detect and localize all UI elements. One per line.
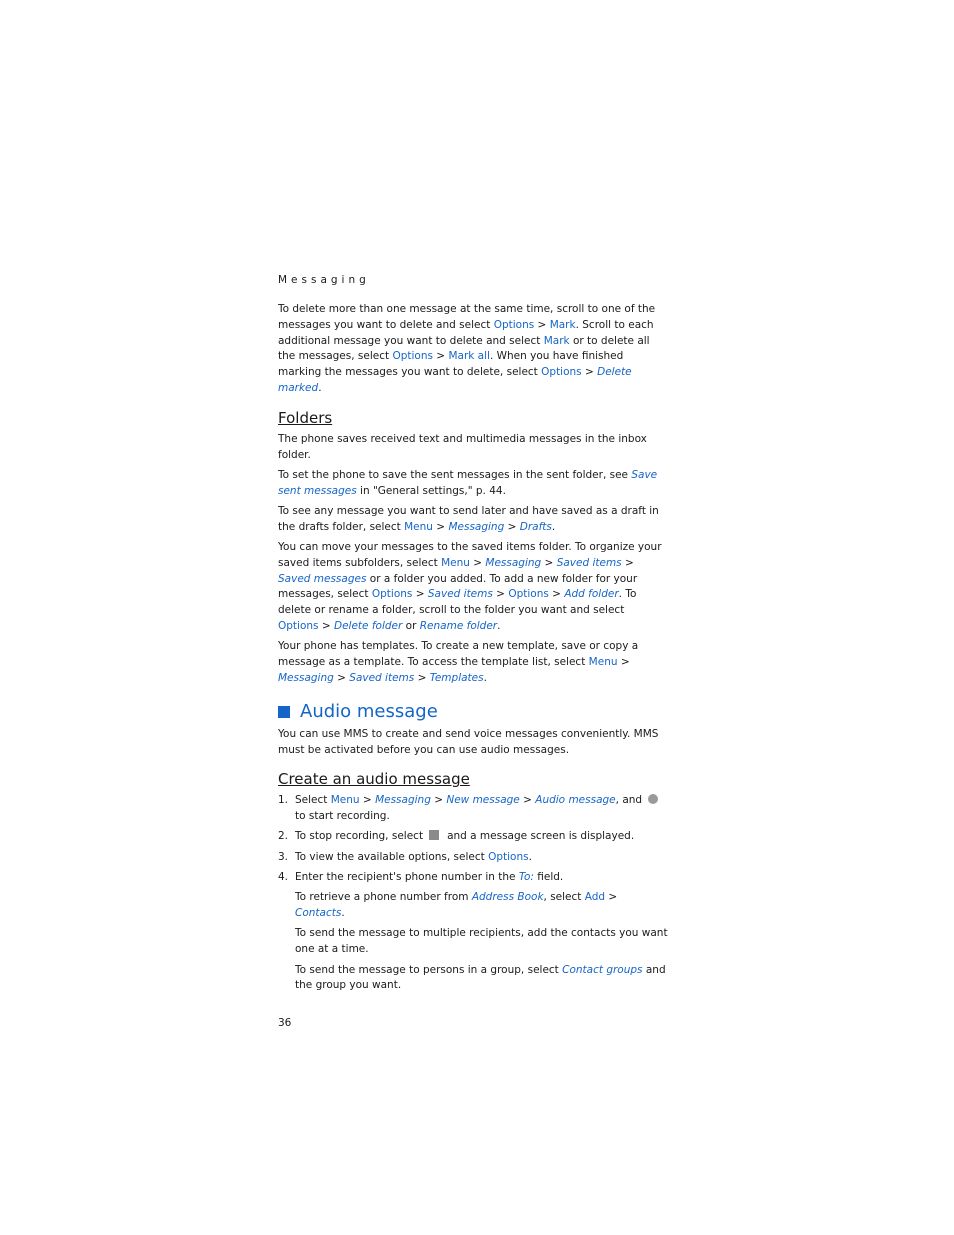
sep: > (492, 588, 509, 601)
text: You can move your messages to the saved items folder. To organize your saved items subfolders, select (278, 541, 662, 569)
sep: > (548, 588, 565, 601)
text: to start recording. (295, 810, 390, 823)
folders-paragraph-3 (278, 504, 668, 536)
sep: > (504, 520, 520, 533)
folders-heading: Folders (278, 408, 333, 427)
folders-paragraph-1: The phone saves received text and multimedia messages in the inbox folder. (278, 432, 647, 461)
text: To set the phone to save the sent messages in the sent folder, see (278, 468, 632, 481)
document-page (278, 272, 668, 1031)
add-folder-link: Add folder (564, 588, 619, 601)
text: Select (295, 794, 331, 807)
page-number: 36 (278, 1017, 292, 1030)
step4-note-1 (278, 890, 668, 922)
step-number: 4. (278, 871, 289, 884)
sep: > (333, 671, 350, 684)
sep: > (414, 671, 430, 684)
new-message-link: New message (446, 794, 520, 807)
text: , select (543, 891, 585, 904)
add-keyword: Add (584, 891, 606, 904)
sep: > (605, 891, 618, 904)
messaging-link: Messaging (448, 520, 505, 533)
options-keyword: Options (541, 366, 582, 379)
sep: > (519, 794, 536, 807)
text: and the group you want. (295, 963, 666, 992)
saved-items-link: Saved items (556, 556, 622, 569)
folders-paragraph-2 (278, 468, 668, 500)
mark-all-keyword: Mark all (448, 350, 490, 363)
step-number: 2. (278, 830, 289, 843)
delete-marked-link: Delete marked (278, 366, 632, 394)
step-text (295, 870, 668, 886)
record-icon (648, 794, 658, 804)
text: . (318, 381, 322, 394)
audio-intro-paragraph: You can use MMS to create and send voice messages conveniently. MMS must be activated before you can use audio messages. (278, 727, 659, 756)
text: . Scroll to each additional message you want to delete and select (278, 318, 654, 347)
sep: > (617, 656, 630, 669)
sep: > (469, 556, 486, 569)
sep: > (534, 318, 550, 331)
sep: > (541, 556, 557, 569)
text: . To delete or rename a folder, scroll to the folder you want and select (278, 588, 637, 617)
text: and a message screen is displayed. (447, 830, 635, 843)
text: . When you have finished marking the messages you want to delete, select (278, 350, 624, 379)
drafts-link: Drafts (519, 520, 552, 533)
templates-link: Templates (429, 671, 484, 684)
mark-keyword: Mark (549, 318, 576, 331)
menu-keyword: Menu (330, 794, 360, 807)
mark-keyword: Mark (543, 334, 570, 347)
options-keyword: Options (278, 620, 319, 633)
folders-paragraph-4 (278, 540, 668, 635)
sep: > (318, 620, 334, 633)
step4-note-2: To send the message to multiple recipients, add the contacts you want one at a time. (295, 927, 668, 956)
audio-message-link: Audio message (535, 794, 616, 807)
steps-list (278, 793, 668, 885)
menu-keyword: Menu (404, 520, 433, 533)
sep: > (581, 366, 598, 379)
list-item (278, 850, 668, 866)
section-square-icon (278, 706, 290, 718)
text: . (341, 907, 345, 920)
text: To view the available options, select (295, 850, 489, 863)
to-field-link: To: (518, 871, 534, 884)
step-text (295, 850, 668, 866)
saved-messages-link: Saved messages (278, 572, 367, 585)
sep: > (412, 588, 428, 601)
text: To delete more than one message at the same time, scroll to one of the messages you want to delete and select (278, 303, 656, 331)
step-text (295, 793, 668, 825)
list-item (278, 870, 668, 886)
text: To retrieve a phone number from (295, 891, 472, 904)
text: Enter the recipient's phone number in the (295, 871, 519, 884)
options-keyword: Options (371, 588, 413, 601)
text: . (483, 671, 487, 684)
options-keyword: Options (508, 588, 549, 601)
text: , and (615, 794, 643, 807)
intro-paragraph (278, 302, 668, 397)
saved-items-link: Saved items (427, 588, 493, 601)
menu-keyword: Menu (441, 556, 470, 569)
heading-text: Audio message (300, 700, 438, 722)
sep: > (359, 794, 376, 807)
folders-paragraph-5 (278, 639, 668, 686)
text: or (402, 620, 420, 633)
delete-folder-link: Delete folder (334, 620, 403, 633)
create-audio-heading: Create an audio message (278, 770, 470, 789)
text: To send the message to persons in a group, select (295, 963, 563, 976)
list-item (278, 793, 668, 825)
text: To see any message you want to send later and have saved as a draft in the drafts folder, select (278, 504, 659, 533)
options-keyword: Options (493, 318, 535, 331)
running-header: Messaging (278, 274, 370, 286)
step-text (295, 829, 668, 845)
messaging-link: Messaging (485, 556, 542, 569)
list-item (278, 829, 668, 845)
step-number: 3. (278, 850, 289, 863)
text: or to delete all the messages, select (278, 334, 650, 363)
text: . (551, 520, 556, 533)
menu-keyword: Menu (588, 656, 618, 669)
address-book-link: Address Book (471, 891, 544, 904)
text: To stop recording, select (295, 830, 424, 843)
rename-folder-link: Rename folder (419, 620, 498, 633)
step4-note-3 (278, 963, 668, 995)
sep: > (621, 556, 634, 569)
text: or a folder you added. To add a new folder for your messages, select (278, 572, 638, 601)
save-sent-messages-link: Save sent messages (278, 468, 658, 497)
sep: > (432, 350, 449, 363)
messaging-link: Messaging (375, 794, 431, 807)
messaging-link: Messaging (278, 671, 334, 684)
text: in "General settings," p. 44. (356, 484, 506, 497)
text: Your phone has templates. To create a new template, save or copy a message as a template. To access the template list, select (278, 640, 639, 669)
text: field. (533, 871, 564, 884)
audio-message-heading (278, 701, 668, 723)
contact-groups-link: Contact groups (562, 963, 643, 976)
sep: > (432, 520, 449, 533)
saved-items-link: Saved items (349, 671, 415, 684)
sep: > (430, 794, 447, 807)
text: . (497, 620, 501, 633)
options-keyword: Options (488, 850, 529, 863)
text: . (528, 850, 532, 863)
contacts-link: Contacts (295, 907, 342, 920)
step-number: 1. (278, 794, 289, 807)
options-keyword: Options (392, 350, 433, 363)
stop-icon (429, 830, 439, 840)
